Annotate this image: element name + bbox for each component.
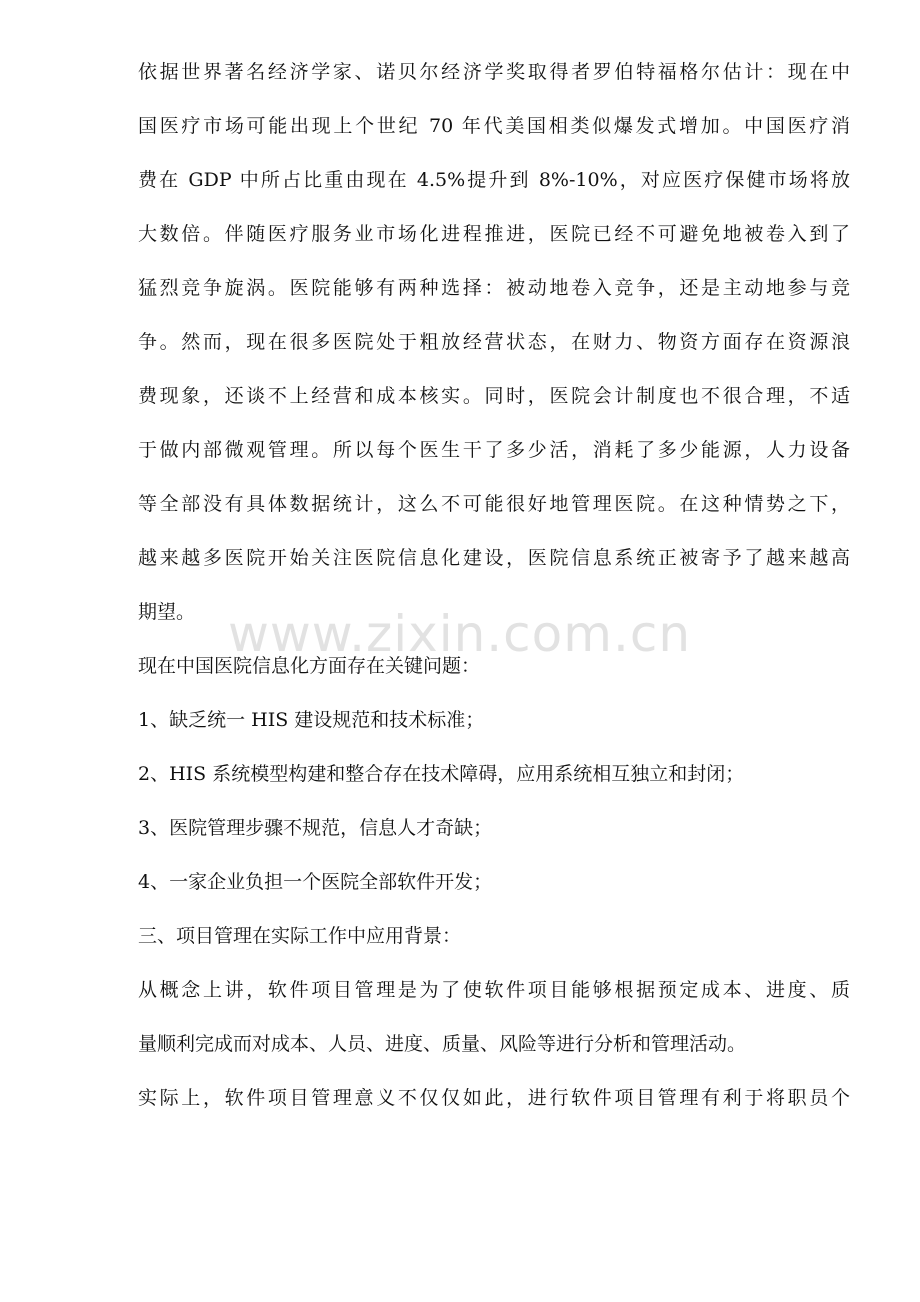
section-heading: 三、项目管理在实际工作中应用背景： <box>138 925 462 947</box>
paragraph-line: 大数倍。伴随医疗服务业市场化进程推进，医院已经不可避免地被卷入到了 <box>138 223 850 245</box>
paragraph-line: 费现象，还谈不上经营和成本核实。同时，医院会计制度也不很合理，不适 <box>138 385 850 407</box>
list-item: 2、HIS 系统模型构建和整合存在技术障碍，应用系统相互独立和封闭； <box>138 763 745 785</box>
list-item: 1、缺乏统一 HIS 建设规范和技术标准； <box>138 709 485 731</box>
paragraph-line: 期望。 <box>138 601 196 623</box>
paragraph-line: 从概念上讲，软件项目管理是为了使软件项目能够根据预定成本、进度、质 <box>138 979 850 1001</box>
paragraph-line: 等全部没有具体数据统计，这么不可能很好地管理医院。在这种情势之下， <box>138 493 850 515</box>
paragraph-line: 于做内部微观管理。所以每个医生干了多少活，消耗了多少能源，人力设备 <box>138 439 850 461</box>
paragraph-line: 费在 GDP 中所占比重由现在 4.5%提升到 8%-10%，对应医疗保健市场将放 <box>138 169 850 191</box>
list-item: 3、医院管理步骤不规范，信息人才奇缺； <box>138 817 493 839</box>
paragraph-line: 猛烈竞争旋涡。医院能够有两种选择：被动地卷入竞争，还是主动地参与竞 <box>138 277 850 299</box>
paragraph-line: 越来越多医院开始关注医院信息化建设，医院信息系统正被寄予了越来越高 <box>138 547 850 569</box>
watermark: www.zixin.com.cn <box>228 605 692 663</box>
paragraph-line: 争。然而，现在很多医院处于粗放经营状态，在财力、物资方面存在资源浪 <box>138 331 850 353</box>
issues-intro: 现在中国医院信息化方面存在关键问题： <box>138 655 481 677</box>
paragraph-line: 国医疗市场可能出现上个世纪 70 年代美国相类似爆发式增加。中国医疗消 <box>138 115 850 137</box>
paragraph-line: 依据世界著名经济学家、诺贝尔经济学奖取得者罗伯特福格尔估计：现在中 <box>138 61 850 83</box>
list-item: 4、一家企业负担一个医院全部软件开发； <box>138 871 493 893</box>
paragraph-line: 实际上，软件项目管理意义不仅仅如此，进行软件项目管理有利于将职员个 <box>138 1087 850 1109</box>
paragraph-line: 量顺利完成而对成本、人员、进度、质量、风险等进行分析和管理活动。 <box>138 1033 747 1055</box>
